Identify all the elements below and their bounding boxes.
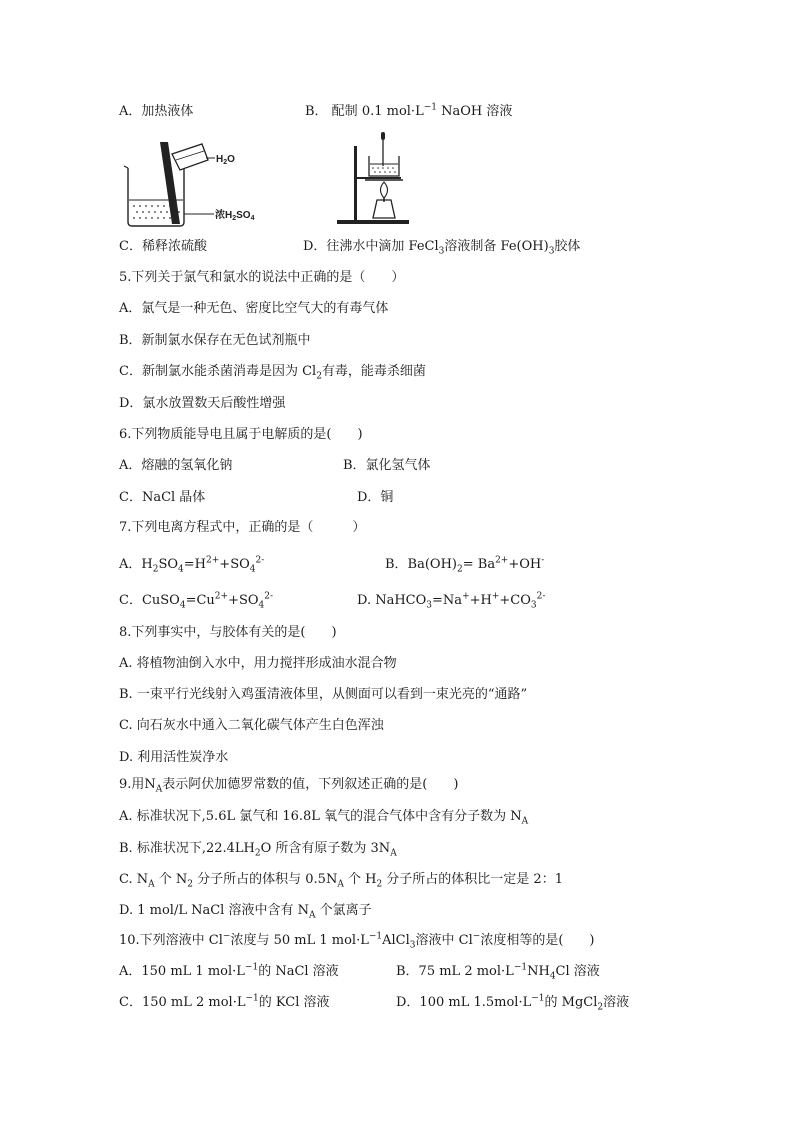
q5-option-b: B．新制氯水保存在无色试剂瓶中 — [119, 333, 311, 348]
q10-option-d: D．100 mL $1.5mol\cdot L^{-1}$的 MgCl$_2$溶液 — [396, 993, 630, 1013]
q9-option-b: B. 标准状况下$,22.4LH_2O$ 所含有原子数为 $3N_A$ — [119, 841, 397, 859]
q10-option-c: C．150 mL 2 $mol\cdot L^{-1}$的 KCl 溶液 — [119, 993, 330, 1010]
q7-option-c: C．$CuSO_4=Cu^{2+}+SO_4^{2-}$ — [119, 591, 274, 611]
q9-option-d: D. 1 mol/L NaCl 溶液中含有 $N_A$ 个氯离子 — [119, 903, 372, 921]
q10-stem: 10.下列溶液中 Cl−浓度与 50 mL 1 $mol\cdot L^{-1}AlCl_3$溶液中 Cl−浓度相等的是( ) — [119, 931, 595, 951]
label-conc-h2so4: 浓$H_2SO_4$ — [215, 210, 255, 222]
q10-option-a: A．150 mL 1 $mol\cdot L^{-1}$的 NaCl 溶液 — [119, 962, 339, 979]
q5-option-c: C．新制氯水能杀菌消毒是因为 $Cl_2$有毒，能毒杀细菌 — [119, 364, 426, 382]
dilute-sulfuric-acid-figure — [118, 138, 258, 230]
q7-stem: 7.下列电离方程式中，正确的是（ ） — [119, 520, 366, 535]
q6-option-b: B．氯化氢气体 — [343, 458, 431, 473]
q7-option-b: B．$Ba(OH)_2= Ba^{2+}+OH^-$ — [385, 555, 545, 575]
q6-stem: 6.下列物质能导电且属于电解质的是( ) — [119, 427, 363, 442]
q7-option-a: A．$H_2SO_4=H^{2+}+SO_4^{2-}$ — [119, 555, 265, 575]
q7-option-d: D. $NaHCO_3=Na^++H^++CO_3^{2-}$ — [357, 591, 546, 611]
q4-option-b: B． 配制 0.1 $mol\cdot L^{-1}$ NaOH 溶液 — [305, 102, 513, 119]
q4-option-c: C．稀释浓硫酸 — [119, 239, 207, 254]
q8-option-a: A. 将植物油倒入水中，用力搅拌形成油水混合物 — [119, 656, 397, 671]
colloid-preparation-figure — [333, 128, 413, 228]
q8-stem: 8.下列事实中，与胶体有关的是( ) — [119, 625, 337, 640]
q9-stem: 9.用$N_A$表示阿伏加德罗常数的值，下列叙述正确的是( ) — [119, 777, 459, 795]
q10-option-b: B．75 mL 2 $mol\cdot L^{-1}NH_4Cl$ 溶液 — [396, 962, 600, 982]
q5-option-d: D．氯水放置数天后酸性增强 — [119, 396, 286, 411]
q6-option-a: A．熔融的氢氧化钠 — [119, 458, 233, 473]
q9-option-a: A. 标准状况下,5.6L 氯气和 16.8L 氧气的混合气体中含有分子数为 $N_A$ — [119, 809, 529, 827]
q8-option-c: C. 向石灰水中通入二氧化碳气体产生白色浑浊 — [119, 718, 384, 733]
q6-option-c: C．NaCl 晶体 — [119, 490, 206, 505]
q4-option-a: A．加热液体 — [119, 104, 194, 119]
q5-stem: 5.下列关于氯气和氯水的说法中正确的是（ ） — [119, 270, 405, 285]
label-h2o: $H_2O$ — [216, 154, 235, 166]
q6-option-d: D．铜 — [357, 490, 394, 505]
q4-option-d: D．往沸水中滴加 FeCl$_3$溶液制备 $Fe(OH)_3$胶体 — [303, 239, 581, 257]
q5-option-a: A．氯气是一种无色、密度比空气大的有毒气体 — [119, 301, 389, 316]
q8-option-b: B. 一束平行光线射入鸡蛋清液体里，从侧面可以看到一束光亮的“通路” — [119, 687, 528, 702]
q9-option-c: C. $N_A$ 个 $N_2$ 分子所占的体积与 $0.5N_A$ 个 $H_2$ 分子所占的体积比一定是 2：1 — [119, 872, 563, 890]
q8-option-d: D. 利用活性炭净水 — [119, 750, 229, 765]
